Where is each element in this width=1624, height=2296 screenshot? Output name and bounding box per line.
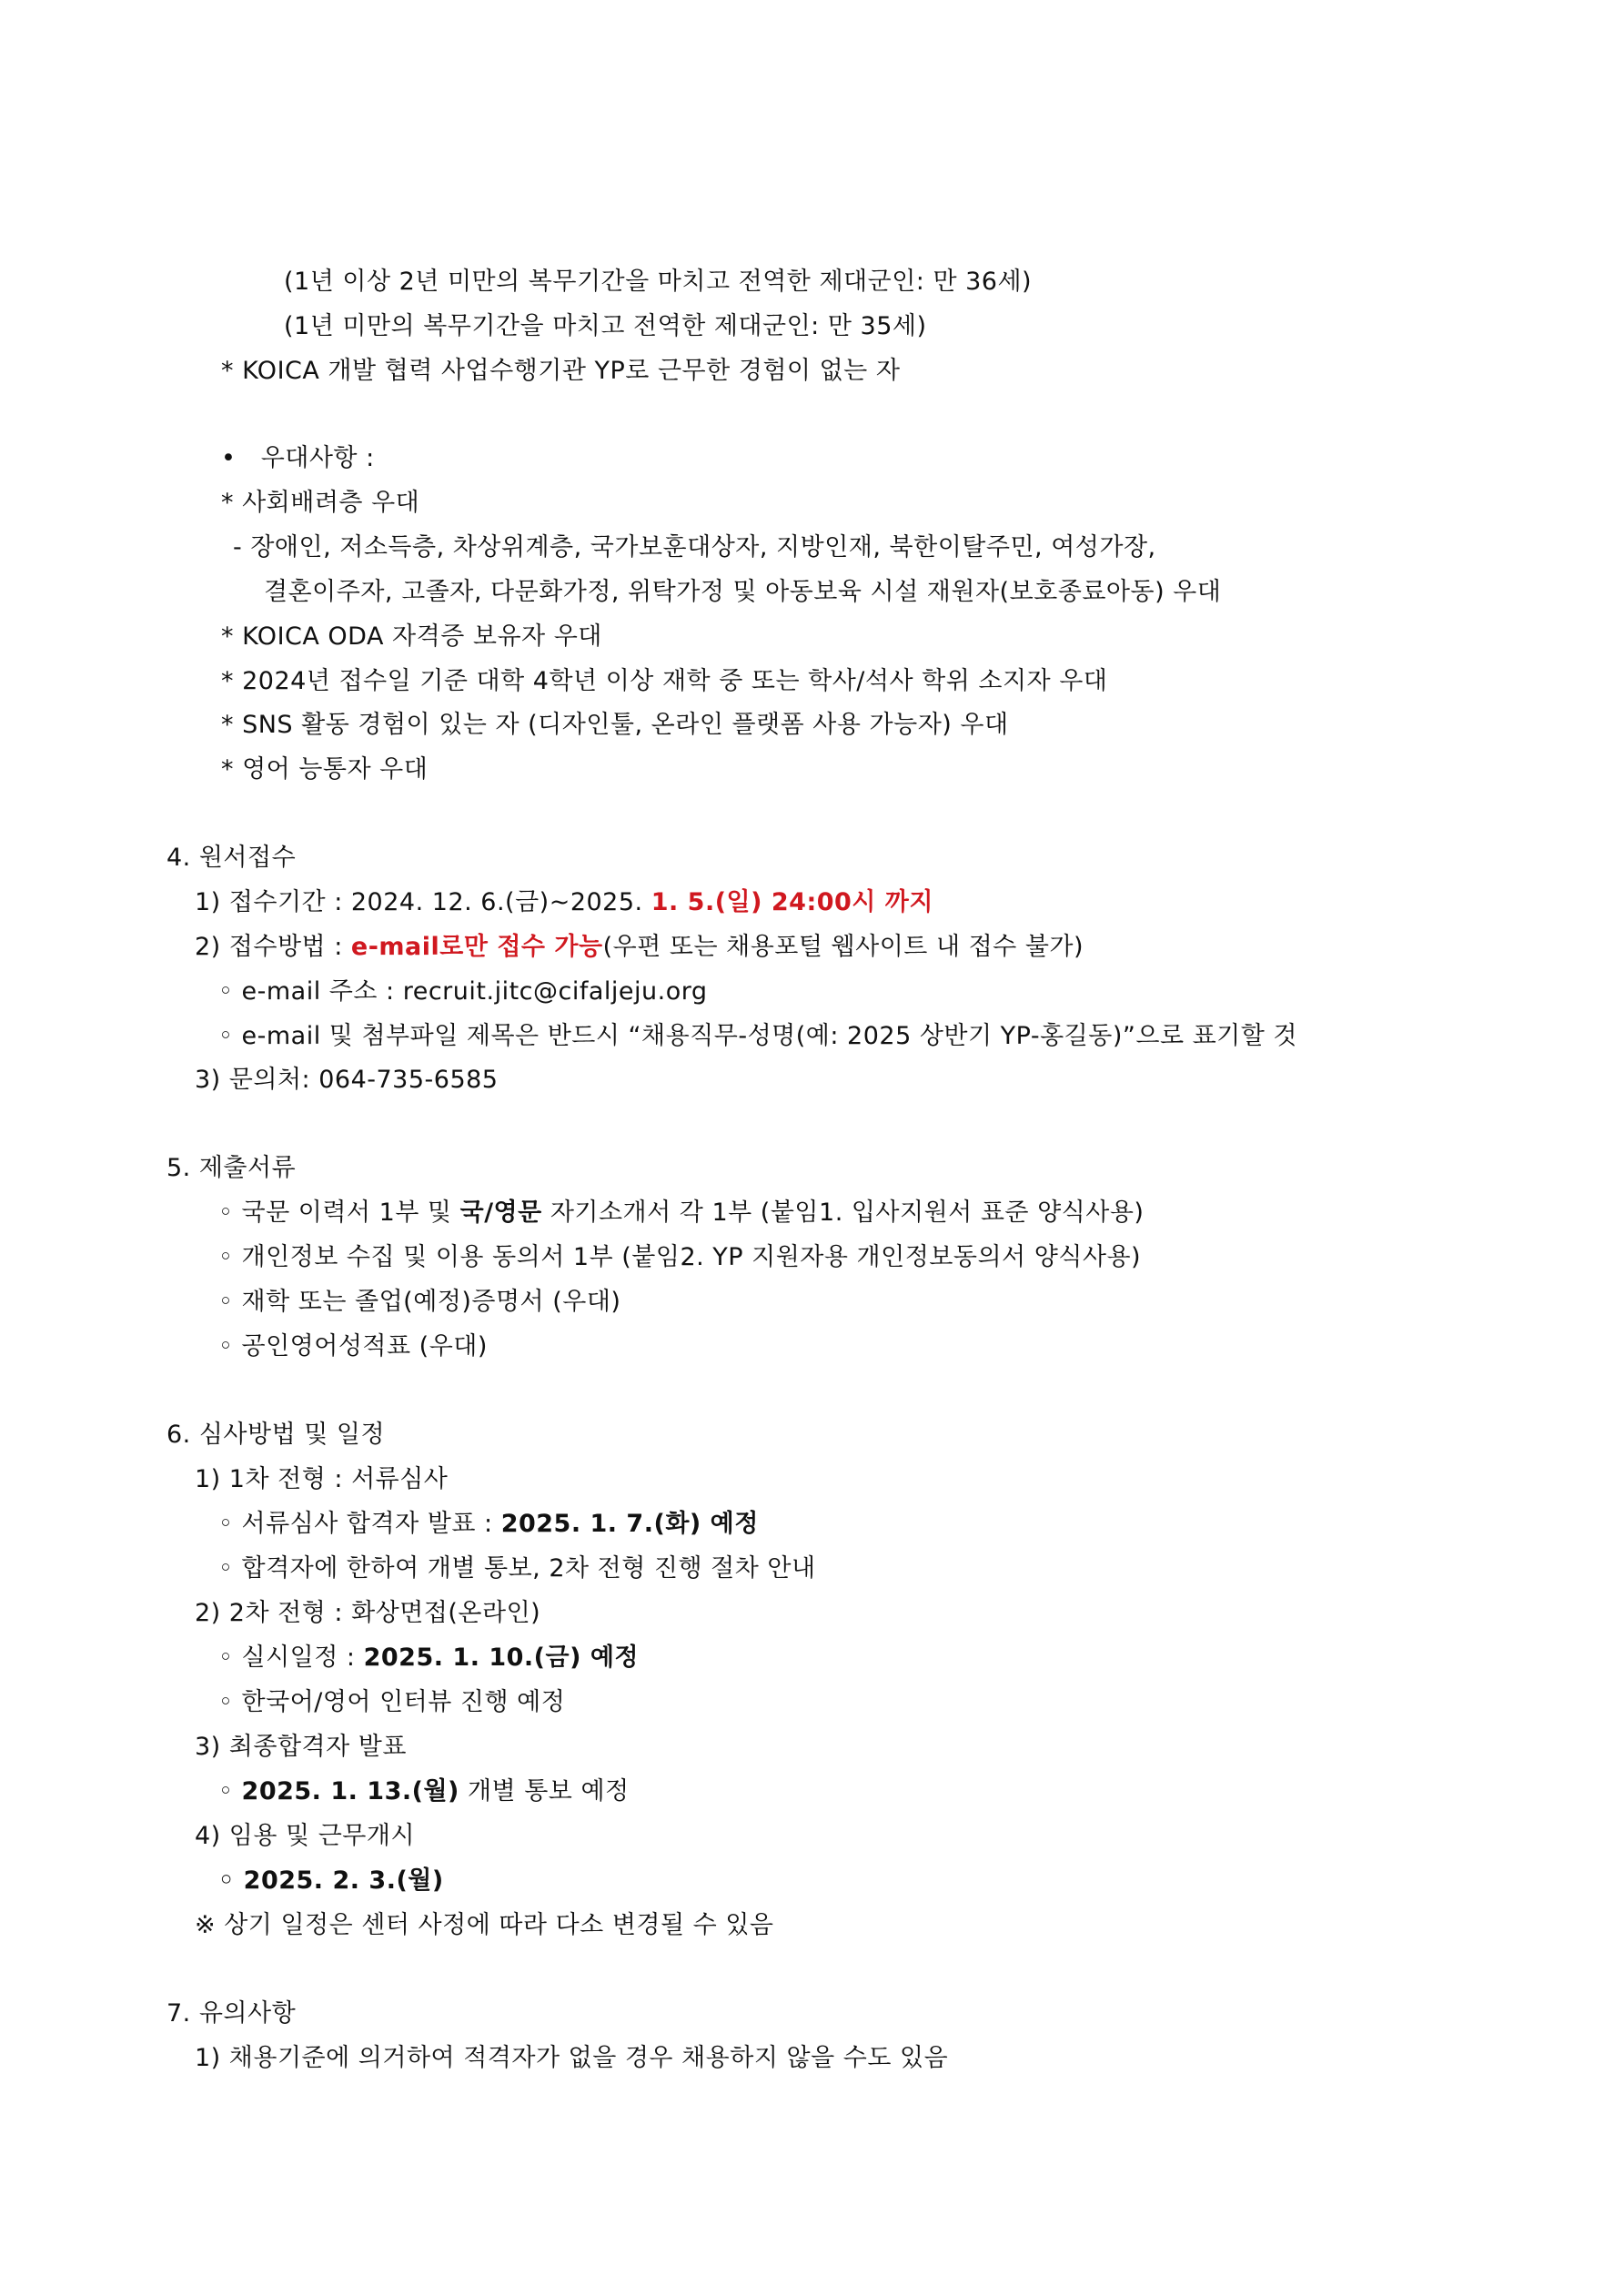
eligibility-line-2: (1년 미만의 복무기간을 마치고 전역한 제대군인: 만 35세)	[284, 312, 927, 340]
preference-item-5: * 영어 능통자 우대	[221, 755, 429, 784]
section-6-title: 6. 심사방법 및 일정	[166, 1421, 386, 1449]
stage-1-result	[218, 1509, 759, 1540]
stage-4-date: ◦ 2025. 2. 3.(월)	[218, 1866, 444, 1895]
application-deadline: 1. 5.(일) 24:00시 까지	[651, 888, 933, 916]
contact-info: 3) 문의처: 064-735-6585	[195, 1066, 499, 1094]
stage-1-notice: ◦ 합격자에 한하여 개별 통보, 2차 전형 진행 절차 안내	[218, 1554, 816, 1583]
stage-4: 4) 임용 및 근무개시	[195, 1822, 416, 1850]
preference-item-2: * KOICA ODA 자격증 보유자 우대	[221, 622, 602, 651]
stage-1: 1) 1차 전형 : 서류심사	[195, 1465, 449, 1493]
document-item-1-bold: 국/영문	[459, 1199, 542, 1227]
application-method	[195, 932, 1084, 963]
document-item-1-prefix: ◦ 국문 이력서 1부 및	[218, 1199, 452, 1227]
stage-2-schedule	[218, 1643, 639, 1674]
application-subject-rule: ◦ e-mail 및 첨부파일 제목은 반드시 “채용직무-성명(예: 2025 상반기 YP-홍길동)”으로 표기할 것	[218, 1022, 1298, 1050]
preference-item-1-sub-1: - 장애인, 저소득층, 차상위계층, 국가보훈대상자, 지방인재, 북한이탈주민, 여성가장,	[233, 533, 1156, 561]
bullet-icon: •	[221, 444, 237, 472]
eligibility-line-3: * KOICA 개발 협력 사업수행기관 YP로 근무한 경험이 없는 자	[221, 357, 901, 385]
preference-item-1-sub-2: 결혼이주자, 고졸자, 다문화가정, 위탁가정 및 아동보육 시설 재원자(보호종료아동) 우대	[264, 578, 1222, 606]
application-method-prefix: 2) 접수방법 :	[195, 933, 343, 961]
preference-item-3: * 2024년 접수일 기준 대학 4학년 이상 재학 중 또는 학사/석사 학위 소지자 우대	[221, 667, 1108, 695]
schedule-note: ※ 상기 일정은 센터 사정에 따라 다소 변경될 수 있음	[195, 1911, 774, 1939]
section-4-title: 4. 원서접수	[166, 844, 297, 872]
stage-1-result-prefix: ◦ 서류심사 합격자 발표 :	[218, 1510, 493, 1538]
preference-heading-text: 우대사항 :	[260, 444, 375, 472]
preference-heading	[221, 443, 375, 474]
stage-3: 3) 최종합격자 발표	[195, 1733, 407, 1761]
application-method-highlight: e-mail로만 접수 가능	[350, 933, 603, 961]
application-email: ◦ e-mail 주소 : recruit.jitc@cifaljeju.org	[218, 977, 708, 1006]
preference-item-4: * SNS 활동 경험이 있는 자 (디자인툴, 온라인 플랫폼 사용 가능자) 우대	[221, 711, 1009, 739]
application-period	[195, 887, 933, 918]
stage-2-interview: ◦ 한국어/영어 인터뷰 진행 예정	[218, 1688, 566, 1716]
section-5-title: 5. 제출서류	[166, 1154, 297, 1182]
eligibility-line-1: (1년 이상 2년 미만의 복무기간을 마치고 전역한 제대군인: 만 36세)	[284, 268, 1033, 296]
section-7-title: 7. 유의사항	[166, 1999, 297, 2028]
document-item-1	[218, 1198, 1144, 1229]
document-item-2: ◦ 개인정보 수집 및 이용 동의서 1부 (붙임2. YP 지원자용 개인정보동의서 양식사용)	[218, 1243, 1142, 1271]
stage-1-result-date: 2025. 1. 7.(화) 예정	[500, 1510, 759, 1538]
application-method-suffix: (우편 또는 채용포털 웹사이트 내 접수 불가)	[602, 933, 1084, 961]
stage-2-schedule-prefix: ◦ 실시일정 :	[218, 1644, 356, 1672]
caution-item-1: 1) 채용기준에 의거하여 적격자가 없을 경우 채용하지 않을 수도 있음	[195, 2044, 949, 2072]
document-item-4: ◦ 공인영어성적표 (우대)	[218, 1332, 488, 1360]
stage-3-date-suffix: 개별 통보 예정	[467, 1777, 630, 1805]
application-period-prefix: 1) 접수기간 : 2024. 12. 6.(금)~2025.	[195, 888, 643, 916]
document-item-1-suffix: 자기소개서 각 1부 (붙임1. 입사지원서 표준 양식사용)	[550, 1199, 1145, 1227]
stage-2-schedule-date: 2025. 1. 10.(금) 예정	[363, 1644, 640, 1672]
stage-3-date-prefix: ◦	[218, 1777, 234, 1805]
stage-3-date-bold: 2025. 1. 13.(월)	[241, 1777, 459, 1805]
stage-3-date	[218, 1776, 630, 1807]
stage-2: 2) 2차 전형 : 화상면접(온라인)	[195, 1599, 541, 1627]
document-item-3: ◦ 재학 또는 졸업(예정)증명서 (우대)	[218, 1288, 621, 1316]
preference-item-1: * 사회배려층 우대	[221, 489, 420, 517]
